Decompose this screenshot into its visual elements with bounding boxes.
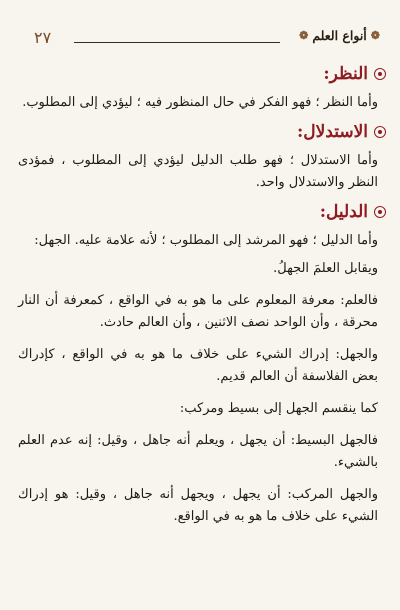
heading-text: النظر: bbox=[323, 64, 368, 84]
bullet-icon bbox=[374, 206, 386, 218]
paragraph-dalil-2: ويقابل العلمَ الجهلُ. bbox=[273, 261, 378, 276]
paragraph-jahl: والجهل: إدراك الشيء على خلاف ما هو به في الواقع ، كإدراك بعض الفلاسفة أن العالم قديم. bbox=[18, 347, 378, 384]
page-number: ٢٧ bbox=[34, 28, 52, 47]
heading-text: الاستدلال: bbox=[296, 122, 368, 142]
bullet-icon bbox=[374, 68, 386, 80]
running-title bbox=[299, 28, 380, 43]
ornament-icon: ❁ bbox=[370, 29, 380, 42]
paragraph-division: كما ينقسم الجهل إلى بسيط ومركب: bbox=[179, 401, 378, 416]
bullet-icon bbox=[374, 126, 386, 138]
paragraph-murakkab: والجهل المركب: أن يجهل ، ويجهل أنه جاهل ، وقيل: هو إدراك الشيء على خلاف ما هو به في الواقع. bbox=[18, 487, 378, 524]
paragraph-dalil: وأما الدليل ؛ فهو المرشد إلى المطلوب ؛ لأنه علامة عليه. الجهل: bbox=[34, 233, 378, 248]
header-rule bbox=[74, 42, 280, 43]
paragraph-istidlal: وأما الاستدلال ؛ فهو طلب الدليل ليؤدي إلى المطلوب ، فمؤدى النظر والاستدلال واحد. bbox=[18, 153, 378, 190]
section-heading-nazar bbox=[18, 62, 386, 86]
page-body bbox=[18, 62, 386, 534]
page-header bbox=[14, 26, 386, 54]
paragraph-ilm: فالعلم: معرفة المعلوم على ما هو به في الواقع ، كمعرفة أن النار محرقة ، وأن الواحد نصف الاثنين ، وأن العالم حادث. bbox=[18, 293, 378, 330]
section-heading-istidlal bbox=[18, 120, 386, 144]
section-heading-dalil bbox=[18, 200, 386, 224]
ornament-icon: ❁ bbox=[299, 29, 309, 42]
heading-text: الدليل: bbox=[319, 202, 368, 222]
paragraph-nazar: وأما النظر ؛ فهو الفكر في حال المنظور فيه ؛ ليؤدي إلى المطلوب. bbox=[22, 95, 378, 110]
paragraph-basit: فالجهل البسيط: أن يجهل ، ويعلم أنه جاهل ، وقيل: إنه عدم العلم بالشيء. bbox=[18, 433, 378, 470]
running-title-text: أنواع العلم bbox=[312, 28, 367, 43]
